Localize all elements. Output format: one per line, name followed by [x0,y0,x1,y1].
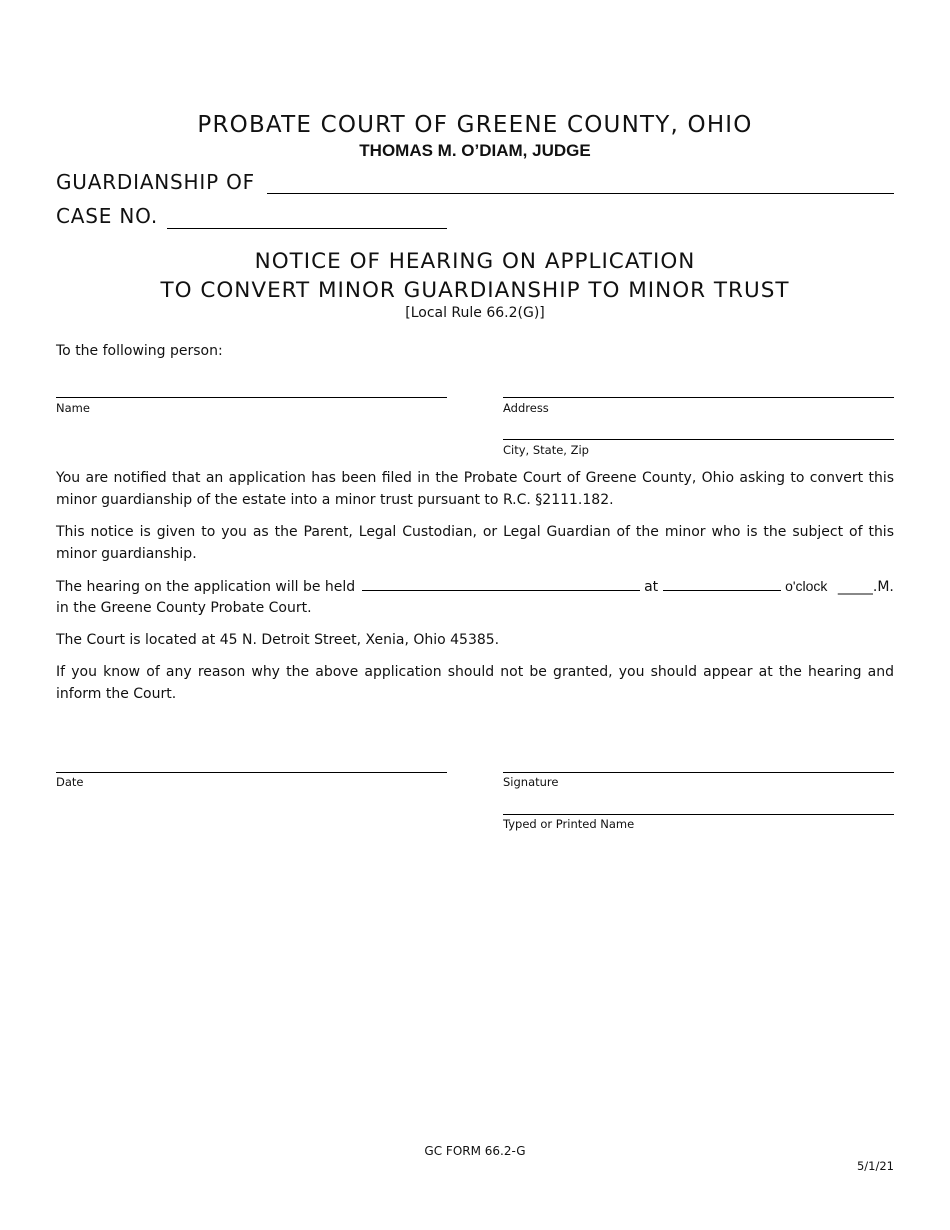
case-no-field[interactable] [167,228,447,229]
judge-name: THOMAS M. O’DIAM, JUDGE [359,141,591,160]
hearing-meridiem-field[interactable]: _____ [837,579,873,595]
name-label: Name [56,401,90,415]
local-rule: [Local Rule 66.2(G)] [405,305,545,321]
signature-field[interactable] [503,772,894,773]
hearing-meridiem-suffix: .M. [872,579,894,595]
hearing-oclock: o'clock [785,578,828,594]
notice-paragraph: You are notified that an application has been filed in the Probate Court of Greene County, Ohio asking to convert this minor guardianship of the estate into a minor trust pursuant to R.C. §2111.182. [56,470,894,508]
hearing-prefix: The hearing on the application will be held [56,579,356,595]
signature-label: Signature [503,775,559,789]
objection-paragraph: If you know of any reason why the above application should not be granted, you should appear at the hearing and inform the Court. [56,664,894,702]
form-title-line1: NOTICE OF HEARING ON APPLICATION [254,249,696,274]
form-number: GC FORM 66.2-G [424,1144,526,1158]
guardianship-label: GUARDIANSHIP OF [56,170,255,194]
recipient-intro: To the following person: [56,343,223,359]
date-field[interactable] [56,772,447,773]
hearing-time-field[interactable] [663,576,781,591]
name-field[interactable] [56,397,447,398]
hearing-location: in the Greene County Probate Court. [56,600,312,616]
typed-name-label: Typed or Printed Name [503,817,635,831]
court-address-paragraph: The Court is located at 45 N. Detroit Street, Xenia, Ohio 45385. [56,632,500,648]
hearing-date-field[interactable] [362,576,640,591]
hearing-line [56,575,894,598]
form-title-line2: TO CONVERT MINOR GUARDIANSHIP TO MINOR TRUST [160,278,790,303]
hearing-at: at [644,579,659,595]
date-label: Date [56,775,84,789]
court-title: PROBATE COURT OF GREENE COUNTY, OHIO [197,112,753,138]
revision-date: 5/1/21 [856,1159,894,1173]
city-state-zip-label: City, State, Zip [503,443,589,457]
parent-notice-paragraph: This notice is given to you as the Parent, Legal Custodian, or Legal Guardian of the minor who is the subject of this minor guardianship. [56,524,894,562]
typed-name-field[interactable] [503,814,894,815]
guardianship-field[interactable] [267,193,894,194]
address-field[interactable] [503,397,894,398]
city-state-zip-field[interactable] [503,439,894,440]
case-no-label: CASE NO. [56,204,158,228]
address-label: Address [503,401,549,415]
